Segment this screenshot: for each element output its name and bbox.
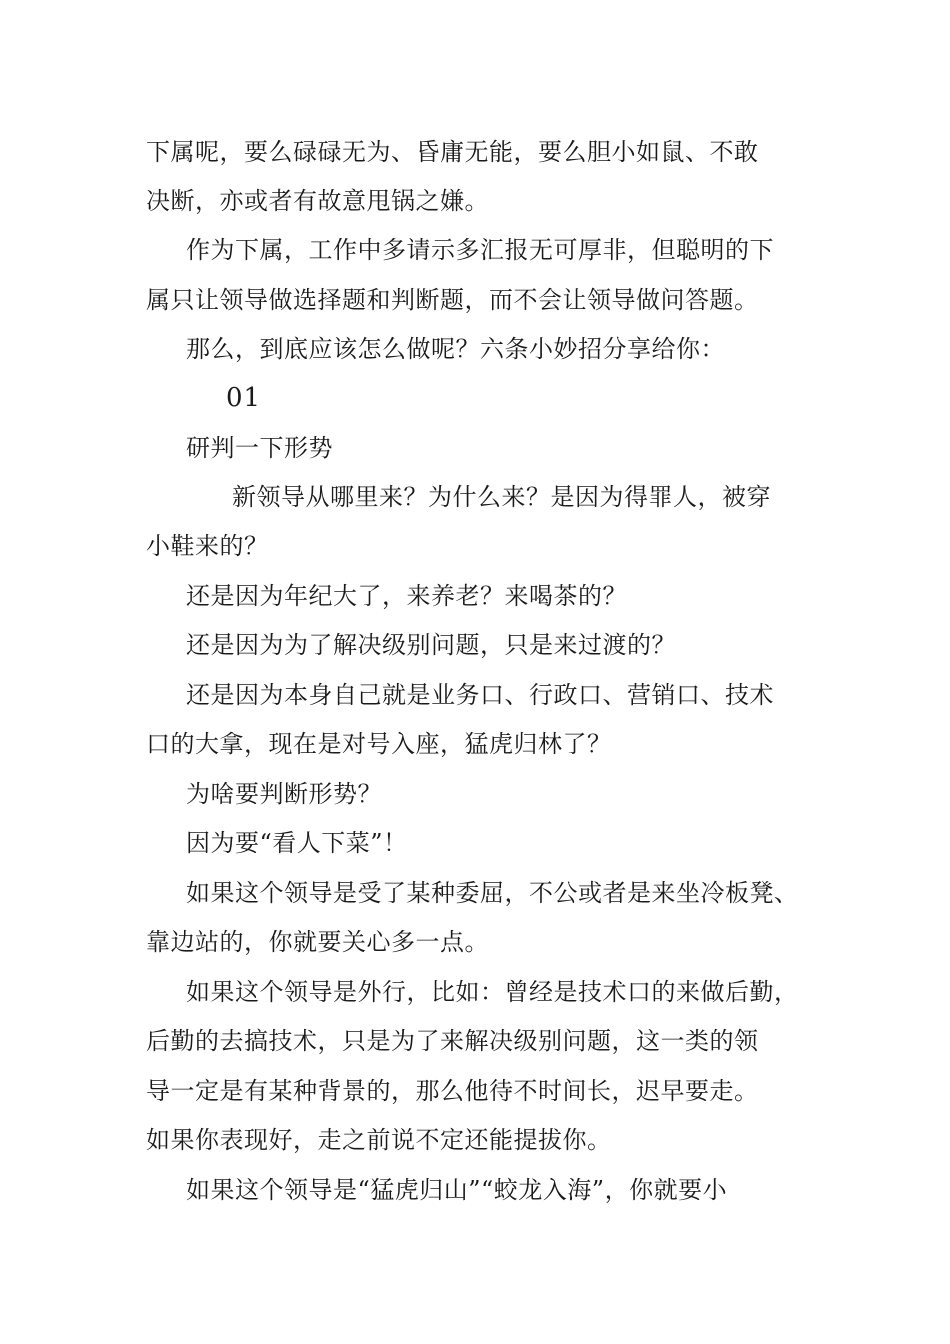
- text-line: 那么，到底应该怎么做呢？六条小妙招分享给你：: [186, 335, 725, 363]
- text-line: 小鞋来的？: [146, 532, 269, 560]
- text-line: 如果你表现好，走之前说不定还能提拔你。: [146, 1126, 612, 1154]
- text-line: 因为要“看人下菜”！: [186, 829, 408, 857]
- text-line: 还是因为为了解决级别问题，只是来过渡的？: [186, 631, 676, 659]
- text-line: 属只让领导做选择题和判断题，而不会让领导做问答题。: [146, 286, 759, 314]
- text-line: 作为下属，工作中多请示多汇报无可厚非，但聪明的下: [186, 236, 774, 264]
- text-line: 如果这个领导是受了某种委屈，不公或者是来坐冷板凳、: [186, 879, 799, 907]
- text-line: 如果这个领导是“猛虎归山”“蛟龙入海”，你就要小: [186, 1176, 728, 1204]
- section-number: 01: [226, 383, 262, 413]
- text-line: 后勤的去搞技术，只是为了来解决级别问题，这一类的领: [146, 1027, 759, 1055]
- section-heading: 研判一下形势: [186, 434, 333, 462]
- text-line: 下属呢，要么碌碌无为、昏庸无能，要么胆小如鼠、不敢: [146, 138, 759, 166]
- text-line: 导一定是有某种背景的，那么他待不时间长，迟早要走。: [146, 1077, 759, 1105]
- text-line: 为啥要判断形势？: [186, 780, 382, 808]
- text-line: 新领导从哪里来？为什么来？是因为得罪人，被穿: [232, 483, 771, 511]
- text-line: 还是因为本身自己就是业务口、行政口、营销口、技术: [186, 681, 774, 709]
- text-line: 还是因为年纪大了，来养老？来喝茶的？: [186, 582, 627, 610]
- text-line: 决断，亦或者有故意甩锅之嫌。: [146, 187, 489, 215]
- text-line: 如果这个领导是外行，比如：曾经是技术口的来做后勤，: [186, 978, 799, 1006]
- text-line: 靠边站的，你就要关心多一点。: [146, 928, 489, 956]
- text-line: 口的大拿，现在是对号入座，猛虎归林了？: [146, 730, 612, 758]
